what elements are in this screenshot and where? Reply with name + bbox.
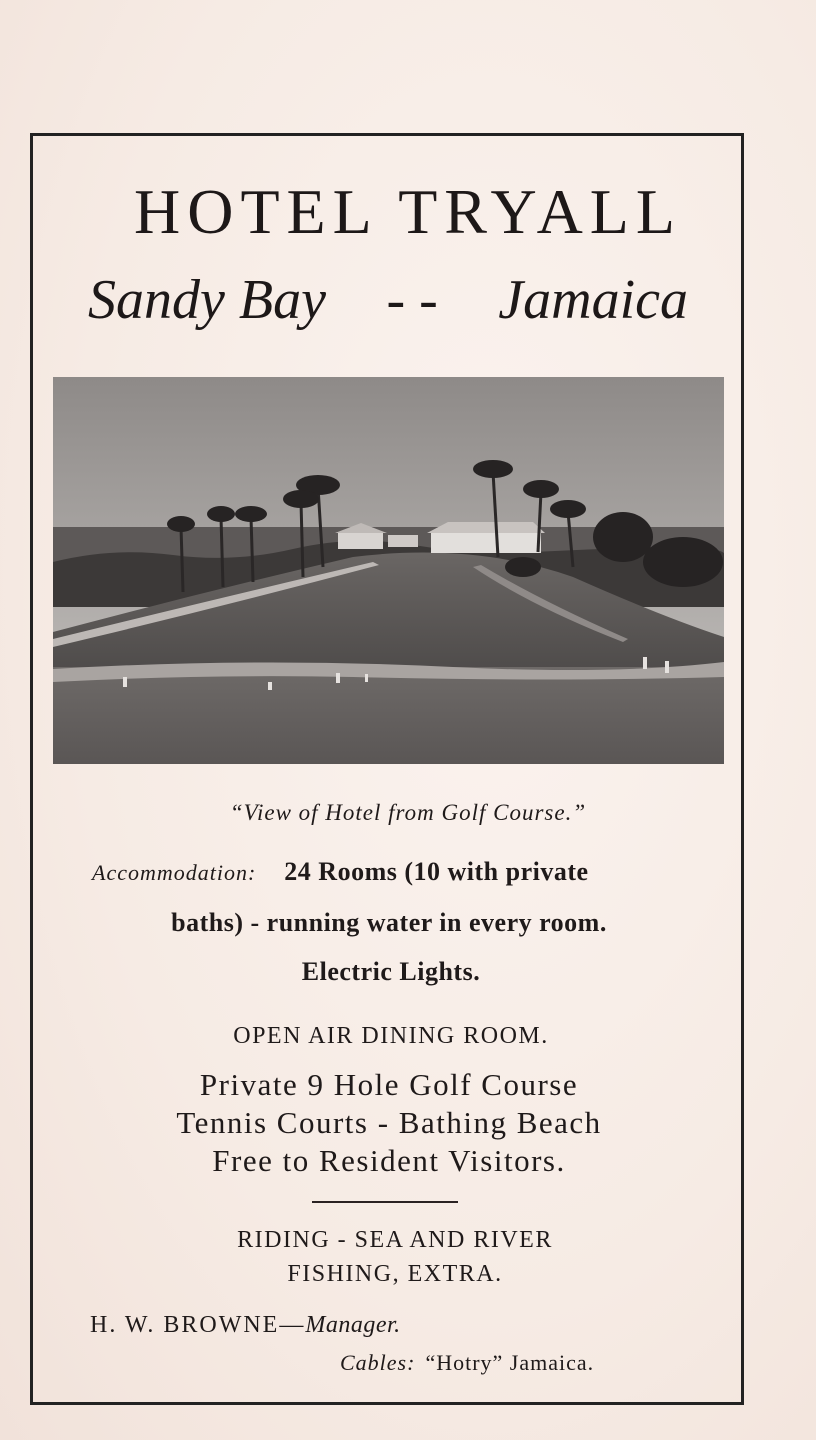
dining-room: OPEN AIR DINING ROOM. [233,1023,549,1049]
cables-text: “Hotry” Jamaica. [425,1350,595,1375]
amenity-tennis: Tennis Courts - Bathing Beach [176,1105,602,1140]
location-country: Jamaica [498,269,688,331]
hotel-location [88,268,688,332]
cables-address [340,1350,594,1376]
amenity-free: Free to Resident Visitors. [212,1143,566,1178]
manager-credit [90,1312,401,1339]
accommodation-text: 24 Rooms (10 with private [284,857,589,886]
accommodation-line-2: baths) - running water in every room. [171,908,607,937]
accommodation-line [92,857,712,887]
divider [312,1201,458,1203]
hotel-photo [53,377,724,764]
cables-label: Cables: [340,1350,416,1375]
accommodation-label: Accommodation: [92,860,257,885]
electric-lights: Electric Lights. [301,957,481,986]
location-town: Sandy Bay [88,269,326,331]
hotel-title: HOTEL TRYALL [134,176,682,247]
manager-title: Manager. [305,1312,401,1338]
photo-caption: “View of Hotel from Golf Course.” [229,800,587,825]
location-separator: - - [386,269,438,331]
riding-line-1: RIDING - SEA AND RIVER [237,1227,553,1253]
amenity-golf: Private 9 Hole Golf Course [199,1067,579,1102]
manager-name: H. W. BROWNE— [90,1312,306,1338]
riding-line-2: FISHING, EXTRA. [287,1261,503,1287]
